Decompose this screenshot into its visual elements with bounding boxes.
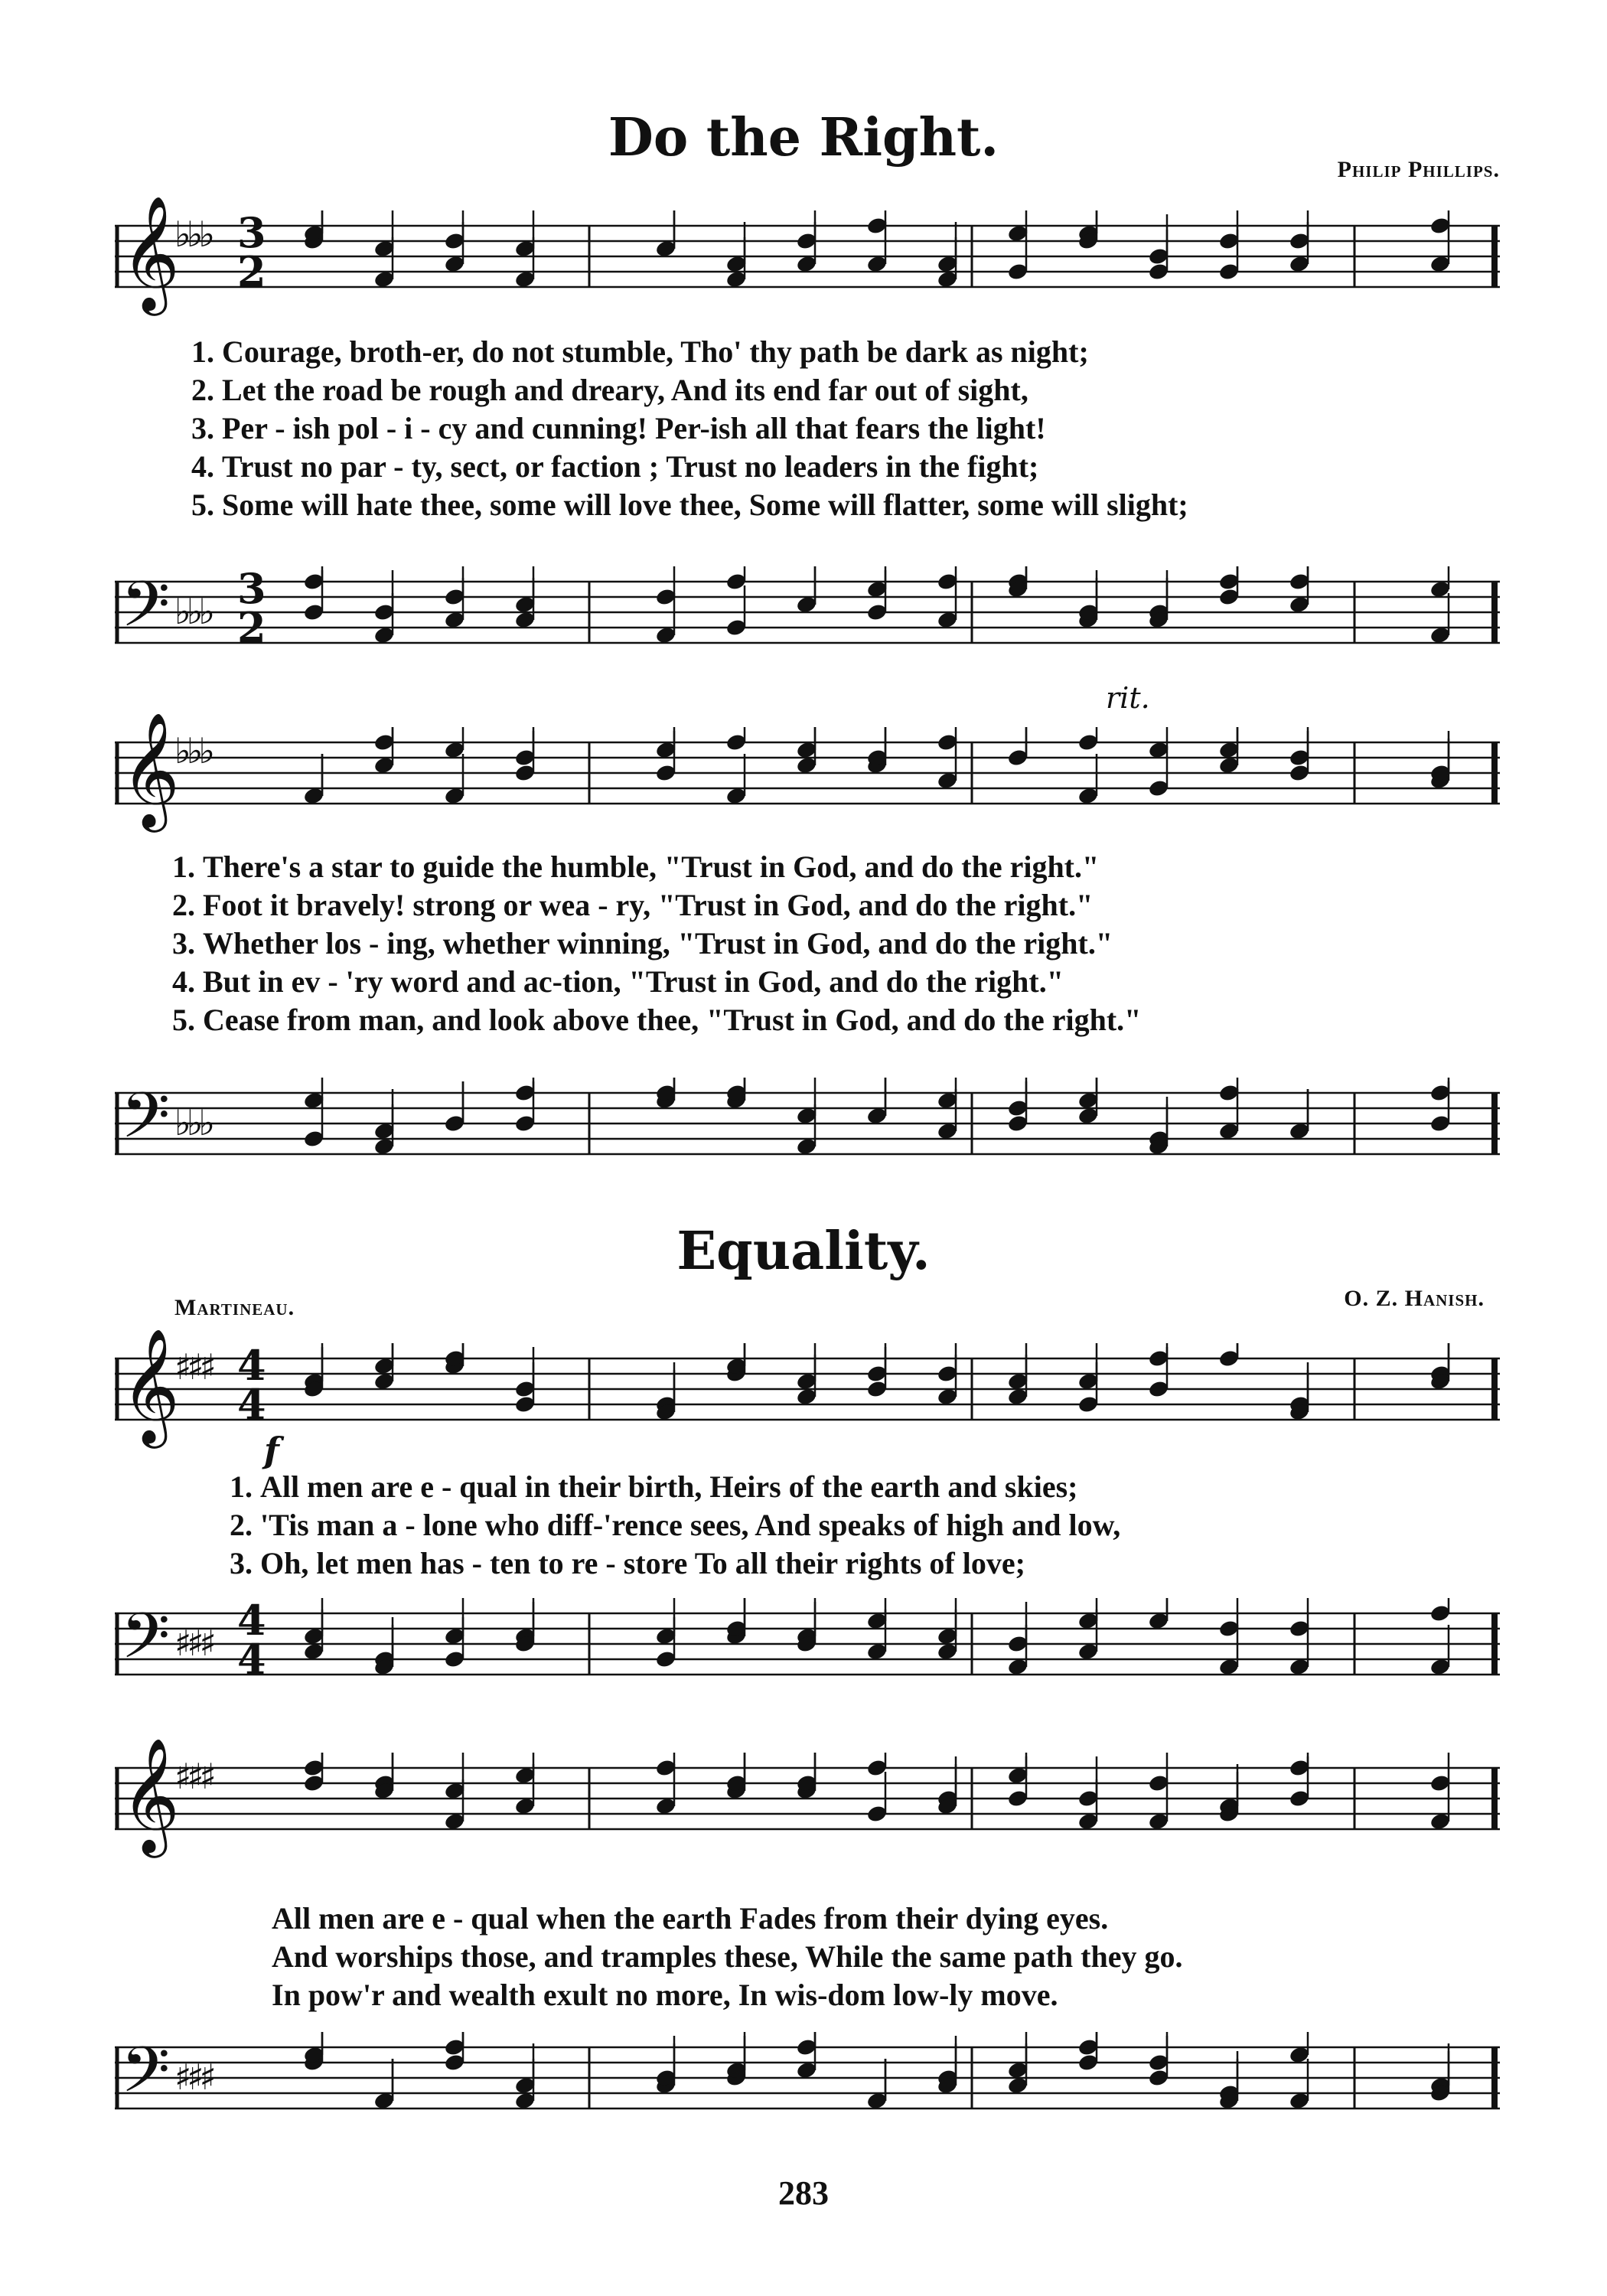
key-signature-flats-icon: ♭♭♭ bbox=[174, 214, 211, 255]
verse-line: 1. Courage, broth-er, do not stumble, Tho' thy path be dark as night; bbox=[191, 334, 1089, 369]
page-number: 283 bbox=[778, 2174, 829, 2212]
verse-line: In pow'r and wealth exult no more, In wis-dom low-ly move. bbox=[272, 1978, 1058, 2012]
bass-staff-system-3 bbox=[115, 1598, 1500, 1690]
bass-clef-icon: 𝄢 bbox=[121, 2033, 171, 2122]
hymn-title-equality: Equality. bbox=[676, 1221, 931, 1282]
bass-staff-system-4 bbox=[115, 2032, 1500, 2124]
key-signature-sharps-icon: ♯♯♯ bbox=[174, 1623, 212, 1664]
staff-lines bbox=[115, 2032, 1500, 2124]
bass-clef-icon: 𝄢 bbox=[121, 1599, 171, 1688]
staff-lines bbox=[115, 1753, 1500, 1844]
verses-block-2b bbox=[272, 1900, 1477, 2014]
verse-line: 1. All men are e - qual in their birth, Heirs of the earth and skies; bbox=[230, 1469, 1078, 1504]
verses-block-2a bbox=[230, 1468, 1523, 1583]
verse-line: 1. There's a star to guide the humble, "Trust in God, and do the right." bbox=[172, 850, 1100, 884]
treble-staff-system-2 bbox=[115, 711, 1500, 827]
time-signature: 4 4 bbox=[237, 1341, 266, 1430]
verse-line: 3. Whether los - ing, whether winning, "Trust in God, and do the right." bbox=[172, 926, 1113, 960]
staff-lines bbox=[115, 210, 1500, 302]
verse-line: 2. Foot it bravely! strong or wea - ry, "Trust in God, and do the right." bbox=[172, 888, 1094, 922]
staff-lines bbox=[115, 566, 1500, 658]
bass-staff-system-2 bbox=[115, 1078, 1500, 1169]
verse-line: 4. But in ev - 'ry word and ac-tion, "Trust in God, and do the right." bbox=[172, 964, 1064, 999]
time-signature: 4 4 bbox=[237, 1596, 266, 1684]
composer-credit: Philip Phillips. bbox=[1337, 157, 1500, 182]
verses-block-1a bbox=[191, 333, 1523, 524]
time-signature: 3 2 bbox=[237, 564, 266, 653]
verse-line: 2. 'Tis man a - lone who diff-'rence sees, And speaks of high and low, bbox=[230, 1508, 1121, 1542]
verse-line: All men are e - qual when the earth Fades from their dying eyes. bbox=[272, 1901, 1109, 1936]
bass-clef-icon: 𝄢 bbox=[121, 1078, 171, 1168]
verse-line: 2. Let the road be rough and dreary, And its end far out of sight, bbox=[191, 373, 1028, 407]
dynamic-forte-mark: f bbox=[264, 1430, 279, 1471]
verses-block-1b bbox=[172, 848, 1523, 1039]
treble-clef-icon: 𝄞 bbox=[121, 194, 180, 311]
hymn-title-do-the-right: Do the Right. bbox=[608, 107, 999, 168]
key-signature-sharps-icon: ♯♯♯ bbox=[174, 1346, 212, 1388]
verse-line: 4. Trust no par - ty, sect, or faction ; Trust no leaders in the fight; bbox=[191, 449, 1039, 484]
treble-clef-icon: 𝄞 bbox=[121, 1327, 180, 1443]
treble-staff-system-3 bbox=[115, 1327, 1500, 1443]
staff-lines bbox=[115, 727, 1500, 819]
composer-credit: O. Z. Hanish. bbox=[1344, 1286, 1485, 1311]
ritardando-mark: rit. bbox=[1106, 681, 1150, 715]
staff-lines bbox=[115, 1598, 1500, 1690]
treble-clef-icon: 𝄞 bbox=[121, 711, 180, 827]
treble-staff-system-1 bbox=[115, 194, 1500, 311]
verse-line: 3. Per - ish pol - i - cy and cunning! Per-ish all that fears the light! bbox=[191, 411, 1046, 445]
verse-line: 3. Oh, let men has - ten to re - store To all their rights of love; bbox=[230, 1546, 1025, 1580]
key-signature-sharps-icon: ♯♯♯ bbox=[174, 1756, 212, 1797]
bass-clef-icon: 𝄢 bbox=[121, 567, 171, 657]
verse-line: 5. Cease from man, and look above thee, "Trust in God, and do the right." bbox=[172, 1003, 1142, 1037]
verse-line: And worships those, and tramples these, While the same path they go. bbox=[272, 1939, 1183, 1974]
key-signature-sharps-icon: ♯♯♯ bbox=[174, 2056, 212, 2098]
bass-staff-system-1 bbox=[115, 566, 1500, 658]
treble-staff-system-4 bbox=[115, 1737, 1500, 1853]
author-credit: Martineau. bbox=[174, 1295, 295, 1320]
key-signature-flats-icon: ♭♭♭ bbox=[174, 591, 211, 632]
key-signature-flats-icon: ♭♭♭ bbox=[174, 730, 211, 771]
time-signature: 3 2 bbox=[237, 208, 266, 297]
verse-line: 5. Some will hate thee, some will love thee, Some will flatter, some will slight; bbox=[191, 488, 1188, 522]
staff-lines bbox=[115, 1078, 1500, 1169]
staff-lines bbox=[115, 1343, 1500, 1435]
key-signature-flats-icon: ♭♭♭ bbox=[174, 1102, 211, 1143]
treble-clef-icon: 𝄞 bbox=[121, 1737, 180, 1853]
